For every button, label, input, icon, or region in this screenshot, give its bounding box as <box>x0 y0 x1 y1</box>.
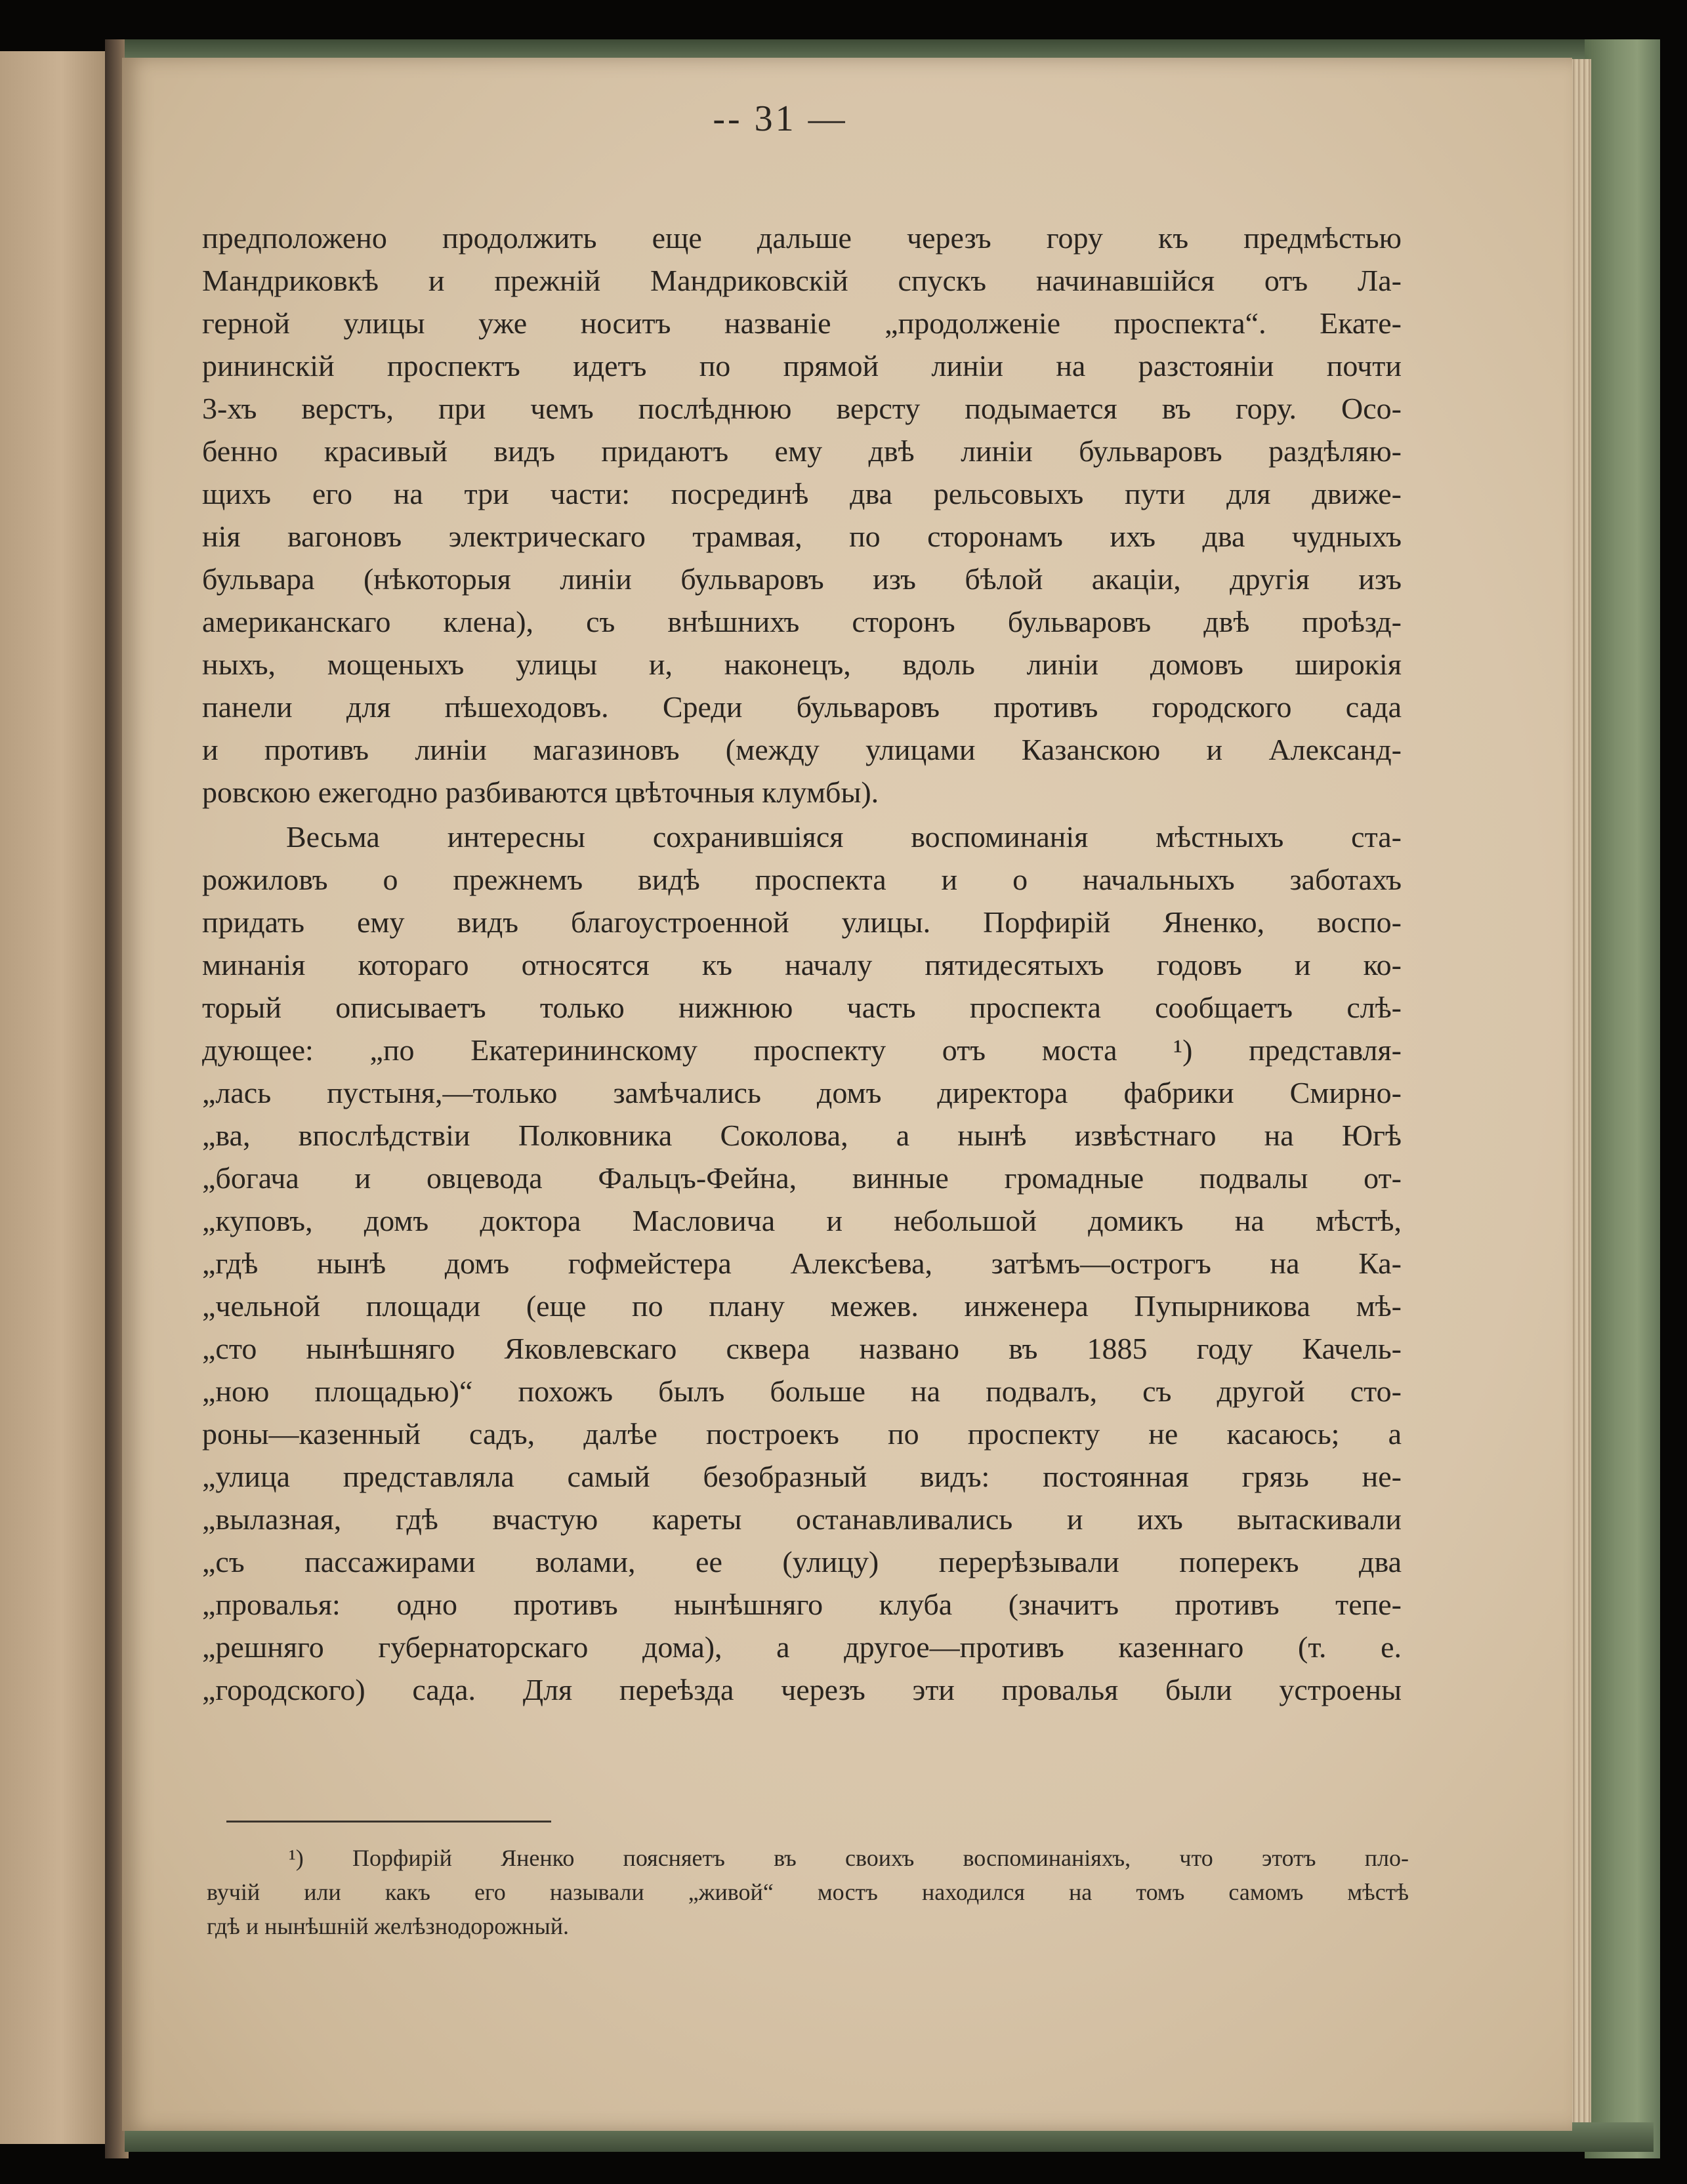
text-line: щихъ его на три части: посрединѣ два рельсовыхъ пути для движе- <box>202 477 1402 510</box>
body-text <box>202 216 1402 1711</box>
text-line: панели для пѣшеходовъ. Среди бульваровъ противъ городского сада <box>202 690 1402 724</box>
text-line: „провалья: одно противъ нынѣшняго клуба (значитъ противъ тепе- <box>202 1588 1402 1621</box>
text-line: „ва, впослѣдствіи Полковника Соколова, а нынѣ извѣстнаго на Югѣ <box>202 1119 1402 1152</box>
text-line: бенно красивый видъ придаютъ ему двѣ линіи бульваровъ раздѣляю- <box>202 434 1402 468</box>
text-line: „лась пустыня,—только замѣчались домъ директора фабрики Смирно- <box>202 1076 1402 1109</box>
text-line: ровскою ежегодно разбиваются цвѣточныя клумбы). <box>202 775 879 809</box>
book-cover-right <box>1585 39 1660 2158</box>
text-line: бульвара (нѣкоторыя линіи бульваровъ изъ бѣлой акаціи, другія изъ <box>202 562 1402 596</box>
text-line: герной улицы уже носитъ названіе „продолженіе проспекта“. Екате- <box>202 306 1402 340</box>
footnote-line: ¹) Порфирій Яненко поясняетъ въ своихъ воспоминаніяхъ, что этотъ пло- <box>289 1845 1409 1871</box>
text-line: 3-хъ верстъ, при чемъ послѣднюю версту подымается въ гору. Осо- <box>202 392 1402 425</box>
text-line: придать ему видъ благоустроенной улицы. Порфирій Яненко, воспо- <box>202 905 1402 939</box>
text-line: предположено продолжить еще дальше черезъ гору къ предмѣстью <box>202 221 1402 255</box>
text-line: „чельной площади (еще по плану межев. инженера Пупырникова мѣ- <box>202 1289 1402 1323</box>
text-line: роны—казенный садъ, далѣе построекъ по проспекту не касаюсь; а <box>202 1417 1402 1451</box>
text-line: американскаго клена), съ внѣшнихъ сторонъ бульваровъ двѣ проѣзд- <box>202 605 1402 638</box>
page-number: -- 31 — <box>713 98 848 139</box>
text-line: „съ пассажирами волами, ее (улицу) перерѣзывали поперекъ два <box>202 1545 1402 1578</box>
text-line: „ною площадью)“ похожъ былъ больше на подвалъ, съ другой сто- <box>202 1374 1402 1408</box>
footnote-line: вучій или какъ его называли „живой“ мостъ находился на томъ самомъ мѣстѣ <box>207 1879 1409 1905</box>
text-line: рининскій проспектъ идетъ по прямой линіи на разстояніи почти <box>202 349 1402 382</box>
text-line: торый описываетъ только нижнюю часть проспекта сообщаетъ слѣ- <box>202 991 1402 1024</box>
text-line: „улица представляла самый безобразный видъ: постоянная грязь не- <box>202 1460 1402 1493</box>
text-line: нія вагоновъ электрическаго трамвая, по сторонамъ ихъ два чудныхъ <box>202 520 1402 553</box>
text-line: „богача и овцевода Фальцъ-Фейна, винные громадные подвалы от- <box>202 1161 1402 1195</box>
text-line: „гдѣ нынѣ домъ гофмейстера Алексѣева, затѣмъ—острогъ на Ка- <box>202 1247 1402 1280</box>
text-line: Мандриковкѣ и прежній Мандриковскій спускъ начинавшійся отъ Ла- <box>202 264 1402 297</box>
text-line: и противъ линіи магазиновъ (между улицами Казанскою и Александ- <box>202 733 1402 766</box>
footnote-line: гдѣ и нынѣшній желѣзнодорожный. <box>207 1913 569 1939</box>
text-line: „вылазная, гдѣ вчастую кареты останавливались и ихъ вытаскивали <box>202 1502 1402 1536</box>
text-line: „сто нынѣшняго Яковлевскаго сквера названо въ 1885 году Качель- <box>202 1332 1402 1365</box>
text-line: ныхъ, мощеныхъ улицы и, наконецъ, вдоль линіи домовъ широкія <box>202 648 1402 681</box>
text-line: „решняго губернаторскаго дома), а другое—противъ казеннаго (т. е. <box>202 1630 1402 1664</box>
text-line: дующее: „по Екатерининскому проспекту отъ моста ¹) представля- <box>202 1033 1402 1067</box>
text-line: Весьма интересны сохранившіяся воспоминанія мѣстныхъ ста- <box>286 820 1402 854</box>
text-line: „куповъ, домъ доктора Масловича и небольшой домикъ на мѣстѣ, <box>202 1204 1402 1237</box>
text-line: „городского) сада. Для переѣзда черезъ эти провалья были устроены <box>202 1673 1402 1706</box>
text-line: рожиловъ о прежнемъ видѣ проспекта и о начальныхъ заботахъ <box>202 863 1402 896</box>
footnote <box>207 1841 1409 1943</box>
text-line: минанія котораго относятся къ началу пятидесятыхъ годовъ и ко- <box>202 948 1402 981</box>
left-facing-page <box>0 51 112 2144</box>
footnote-divider <box>226 1821 551 1823</box>
